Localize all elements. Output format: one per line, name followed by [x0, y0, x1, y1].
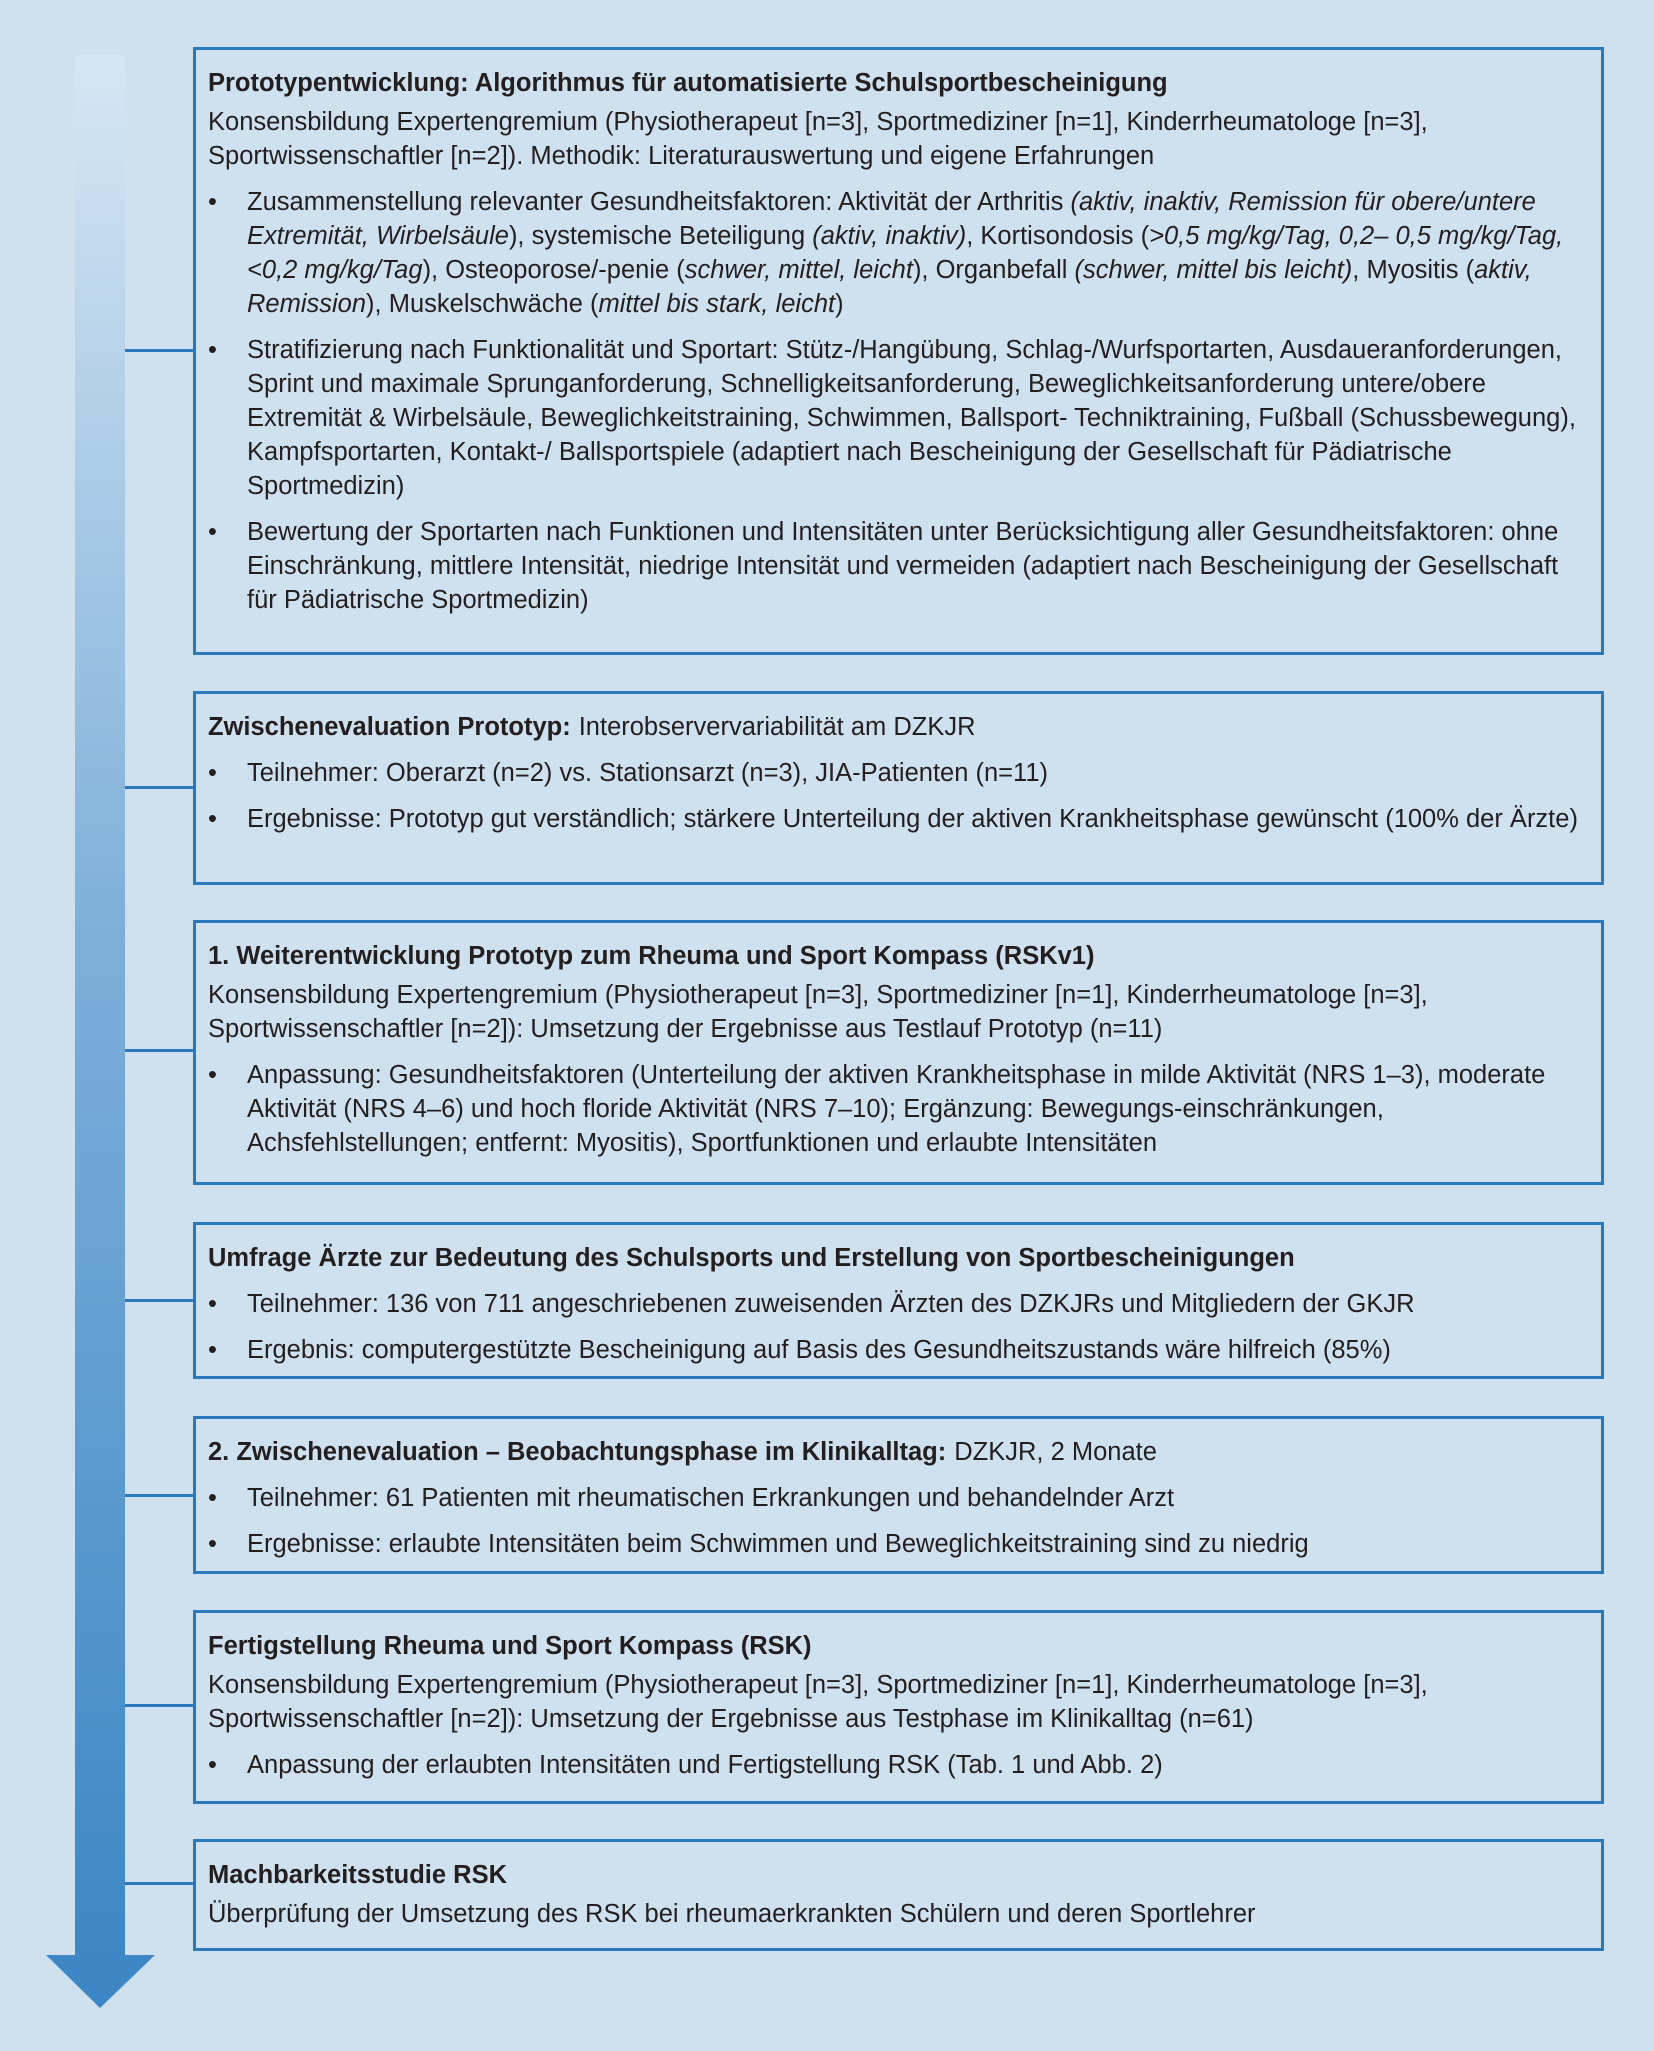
bullet-text-italic: aktiv, Remission: [247, 256, 1532, 318]
bullet-text: Teilnehmer: 136 von 711 angeschriebenen zuweisenden Ärzten des DZKJRs und Mitgliedern der GKJR: [247, 1290, 1415, 1318]
bullet-item: [208, 1527, 1589, 1561]
step-box-interim-evaluation: [193, 691, 1604, 885]
step-box-survey: [193, 1222, 1604, 1379]
step-title: Fertigstellung Rheuma und Sport Kompass (RSK): [208, 1632, 812, 1660]
timeline-arrow: [0, 0, 170, 2051]
step-description: Konsensbildung Expertengremium (Physiotherapeut [n=3], Sportmediziner [n=1], Kinderrheumatologe [n=3], Sportwissenschaftler [n=2]). Methodik: Literaturauswertung und eigene Erfahrungen: [208, 108, 1428, 170]
bullet-text: Teilnehmer: Oberarzt (n=2) vs. Stationsarzt (n=3), JIA-Patienten (n=11): [247, 759, 1049, 787]
bullet-item: [208, 802, 1589, 836]
bullet-list: [208, 185, 1589, 617]
connector-7: [125, 1882, 193, 1885]
bullet-list: [208, 756, 1589, 836]
bullet-text-italic: (schwer, mittel bis leicht): [1074, 256, 1353, 284]
bullet-item: [208, 756, 1589, 790]
bullet-item: [208, 185, 1589, 321]
bullet-text-italic: (aktiv, inaktiv, Remission für obere/untere Extremität, Wirbelsäule: [247, 188, 1536, 250]
step-description: Konsensbildung Expertengremium (Physiotherapeut [n=3], Sportmediziner [n=1], Kinderrheumatologe [n=3], Sportwissenschaftler [n=2]): Umsetzung der Ergebnisse aus Testlauf Prototyp (n=11): [208, 981, 1428, 1043]
connector-6: [125, 1704, 193, 1707]
bullet-list: [208, 1287, 1589, 1367]
connector-4: [125, 1299, 193, 1302]
step-title: Prototypentwicklung: Algorithmus für automatisierte Schulsportbescheinigung: [208, 69, 1168, 97]
bullet-text: ): [835, 290, 844, 318]
bullet-text: Teilnehmer: 61 Patienten mit rheumatischen Erkrankungen und behandelnder Arzt: [247, 1484, 1175, 1512]
step-box-observation-phase: [193, 1416, 1604, 1574]
step-title: Zwischenevaluation Prototyp:: [208, 713, 571, 741]
step-title-suffix: DZKJR, 2 Monate: [954, 1438, 1157, 1466]
bullet-item: [208, 515, 1589, 617]
bullet-item: [208, 1058, 1589, 1160]
bullet-text: ), Osteoporose/-penie (: [422, 256, 685, 284]
bullet-text: ), systemische Beteiligung: [508, 222, 813, 250]
step-box-completion: [193, 1610, 1604, 1804]
step-box-feasibility-study: [193, 1839, 1604, 1951]
bullet-text: Anpassung der erlaubten Intensitäten und Fertigstellung RSK (Tab. 1 und Abb. 2): [247, 1751, 1163, 1779]
bullet-text: , Kortisondosis (: [966, 222, 1150, 250]
step-box-prototype: [193, 47, 1604, 655]
bullet-item: [208, 1287, 1589, 1321]
bullet-text-italic: schwer, mittel, leicht: [684, 256, 913, 284]
bullet-text: Bewertung der Sportarten nach Funktionen und Intensitäten unter Berücksichtigung aller Gesundheitsfaktoren: ohne Einschränkung, mittlere Intensität, niedrige Intensität und vermeiden (adaptiert nach Bescheinigung der Gesellschaft für Pädiatrische Sportmedizin): [247, 518, 1559, 614]
bullet-text: ), Muskelschwäche (: [366, 290, 599, 318]
bullet-text: Ergebnis: computergestützte Bescheinigung auf Basis des Gesundheitszustands wäre hilfreich (85%): [247, 1336, 1391, 1364]
bullet-text: Ergebnisse: erlaubte Intensitäten beim Schwimmen und Beweglichkeitstraining sind zu niedrig: [247, 1530, 1309, 1558]
bullet-list: [208, 1748, 1589, 1782]
bullet-item: [208, 1748, 1589, 1782]
bullet-text: Stratifizierung nach Funktionalität und Sportart: Stütz-/Hangübung, Schlag-/Wurfsportarten, Ausdaueranforderungen, Sprint und maximale Sprunganforderung, Schnelligkeitsanforderung, Beweglichkeitsanforderung untere/obere Extremität & Wirbelsäule, Beweglichkeitstraining, Schwimmen, Ballsport- Techniktraining, Fußball (Schussbewegung), Kampfsportarten, Kontakt-/ Ballsportspiele (adaptiert nach Bescheinigung der Gesellschaft für Pädiatrische Sportmedizin): [247, 336, 1576, 500]
connector-3: [125, 1049, 193, 1052]
bullet-text: Anpassung: Gesundheitsfaktoren (Unterteilung der aktiven Krankheitsphase in milde Aktivität (NRS 1–3), moderate Aktivität (NRS 4–6) und hoch floride Aktivität (NRS 7–10); Ergänzung: Bewegungs-einschränkungen, Achsfehlstellungen; entfernt: Myositis), Sportfunktionen und erlaubte Intensitäten: [247, 1061, 1546, 1157]
step-title: 2. Zwischenevaluation – Beobachtungsphase im Klinikalltag:: [208, 1438, 947, 1466]
bullet-text: ), Organbefall: [912, 256, 1075, 284]
bullet-text-italic: mittel bis stark, leicht: [598, 290, 836, 318]
bullet-list: [208, 1481, 1589, 1561]
step-description: Konsensbildung Expertengremium (Physiotherapeut [n=3], Sportmediziner [n=1], Kinderrheumatologe [n=3], Sportwissenschaftler [n=2]): Umsetzung der Ergebnisse aus Testphase im Klinikalltag (n=61): [208, 1671, 1428, 1733]
step-title: Machbarkeitsstudie RSK: [208, 1861, 508, 1889]
step-title: 1. Weiterentwicklung Prototyp zum Rheuma und Sport Kompass (RSKv1): [208, 942, 1095, 970]
bullet-list: [208, 1058, 1589, 1160]
connector-5: [125, 1494, 193, 1497]
bullet-text: Ergebnisse: Prototyp gut verständlich; stärkere Unterteilung der aktiven Krankheitsphase gewünscht (100% der Ärzte): [247, 805, 1578, 833]
bullet-text: , Myositis (: [1352, 256, 1475, 284]
step-description: Überprüfung der Umsetzung des RSK bei rheumaerkrankten Schülern und deren Sportlehrer: [208, 1900, 1256, 1928]
bullet-text-italic: (aktiv, inaktiv): [812, 222, 967, 250]
bullet-item: [208, 1333, 1589, 1367]
connector-1: [125, 349, 193, 352]
bullet-item: [208, 1481, 1589, 1515]
arrow-head: [46, 1955, 155, 2008]
step-title: Umfrage Ärzte zur Bedeutung des Schulsports und Erstellung von Sportbescheinigungen: [208, 1244, 1295, 1272]
bullet-text-italic: >0,5 mg/kg/Tag, 0,2– 0,5 mg/kg/Tag, <0,2 mg/kg/Tag: [247, 222, 1564, 284]
bullet-item: [208, 333, 1589, 503]
step-title-suffix: Interobservervariabilität am DZKJR: [578, 713, 976, 741]
bullet-text: Zusammenstellung relevanter Gesundheitsfaktoren: Aktivität der Arthritis: [247, 188, 1071, 216]
connector-2: [125, 786, 193, 789]
arrow-shaft: [75, 55, 125, 1955]
step-box-rskv1: [193, 920, 1604, 1185]
